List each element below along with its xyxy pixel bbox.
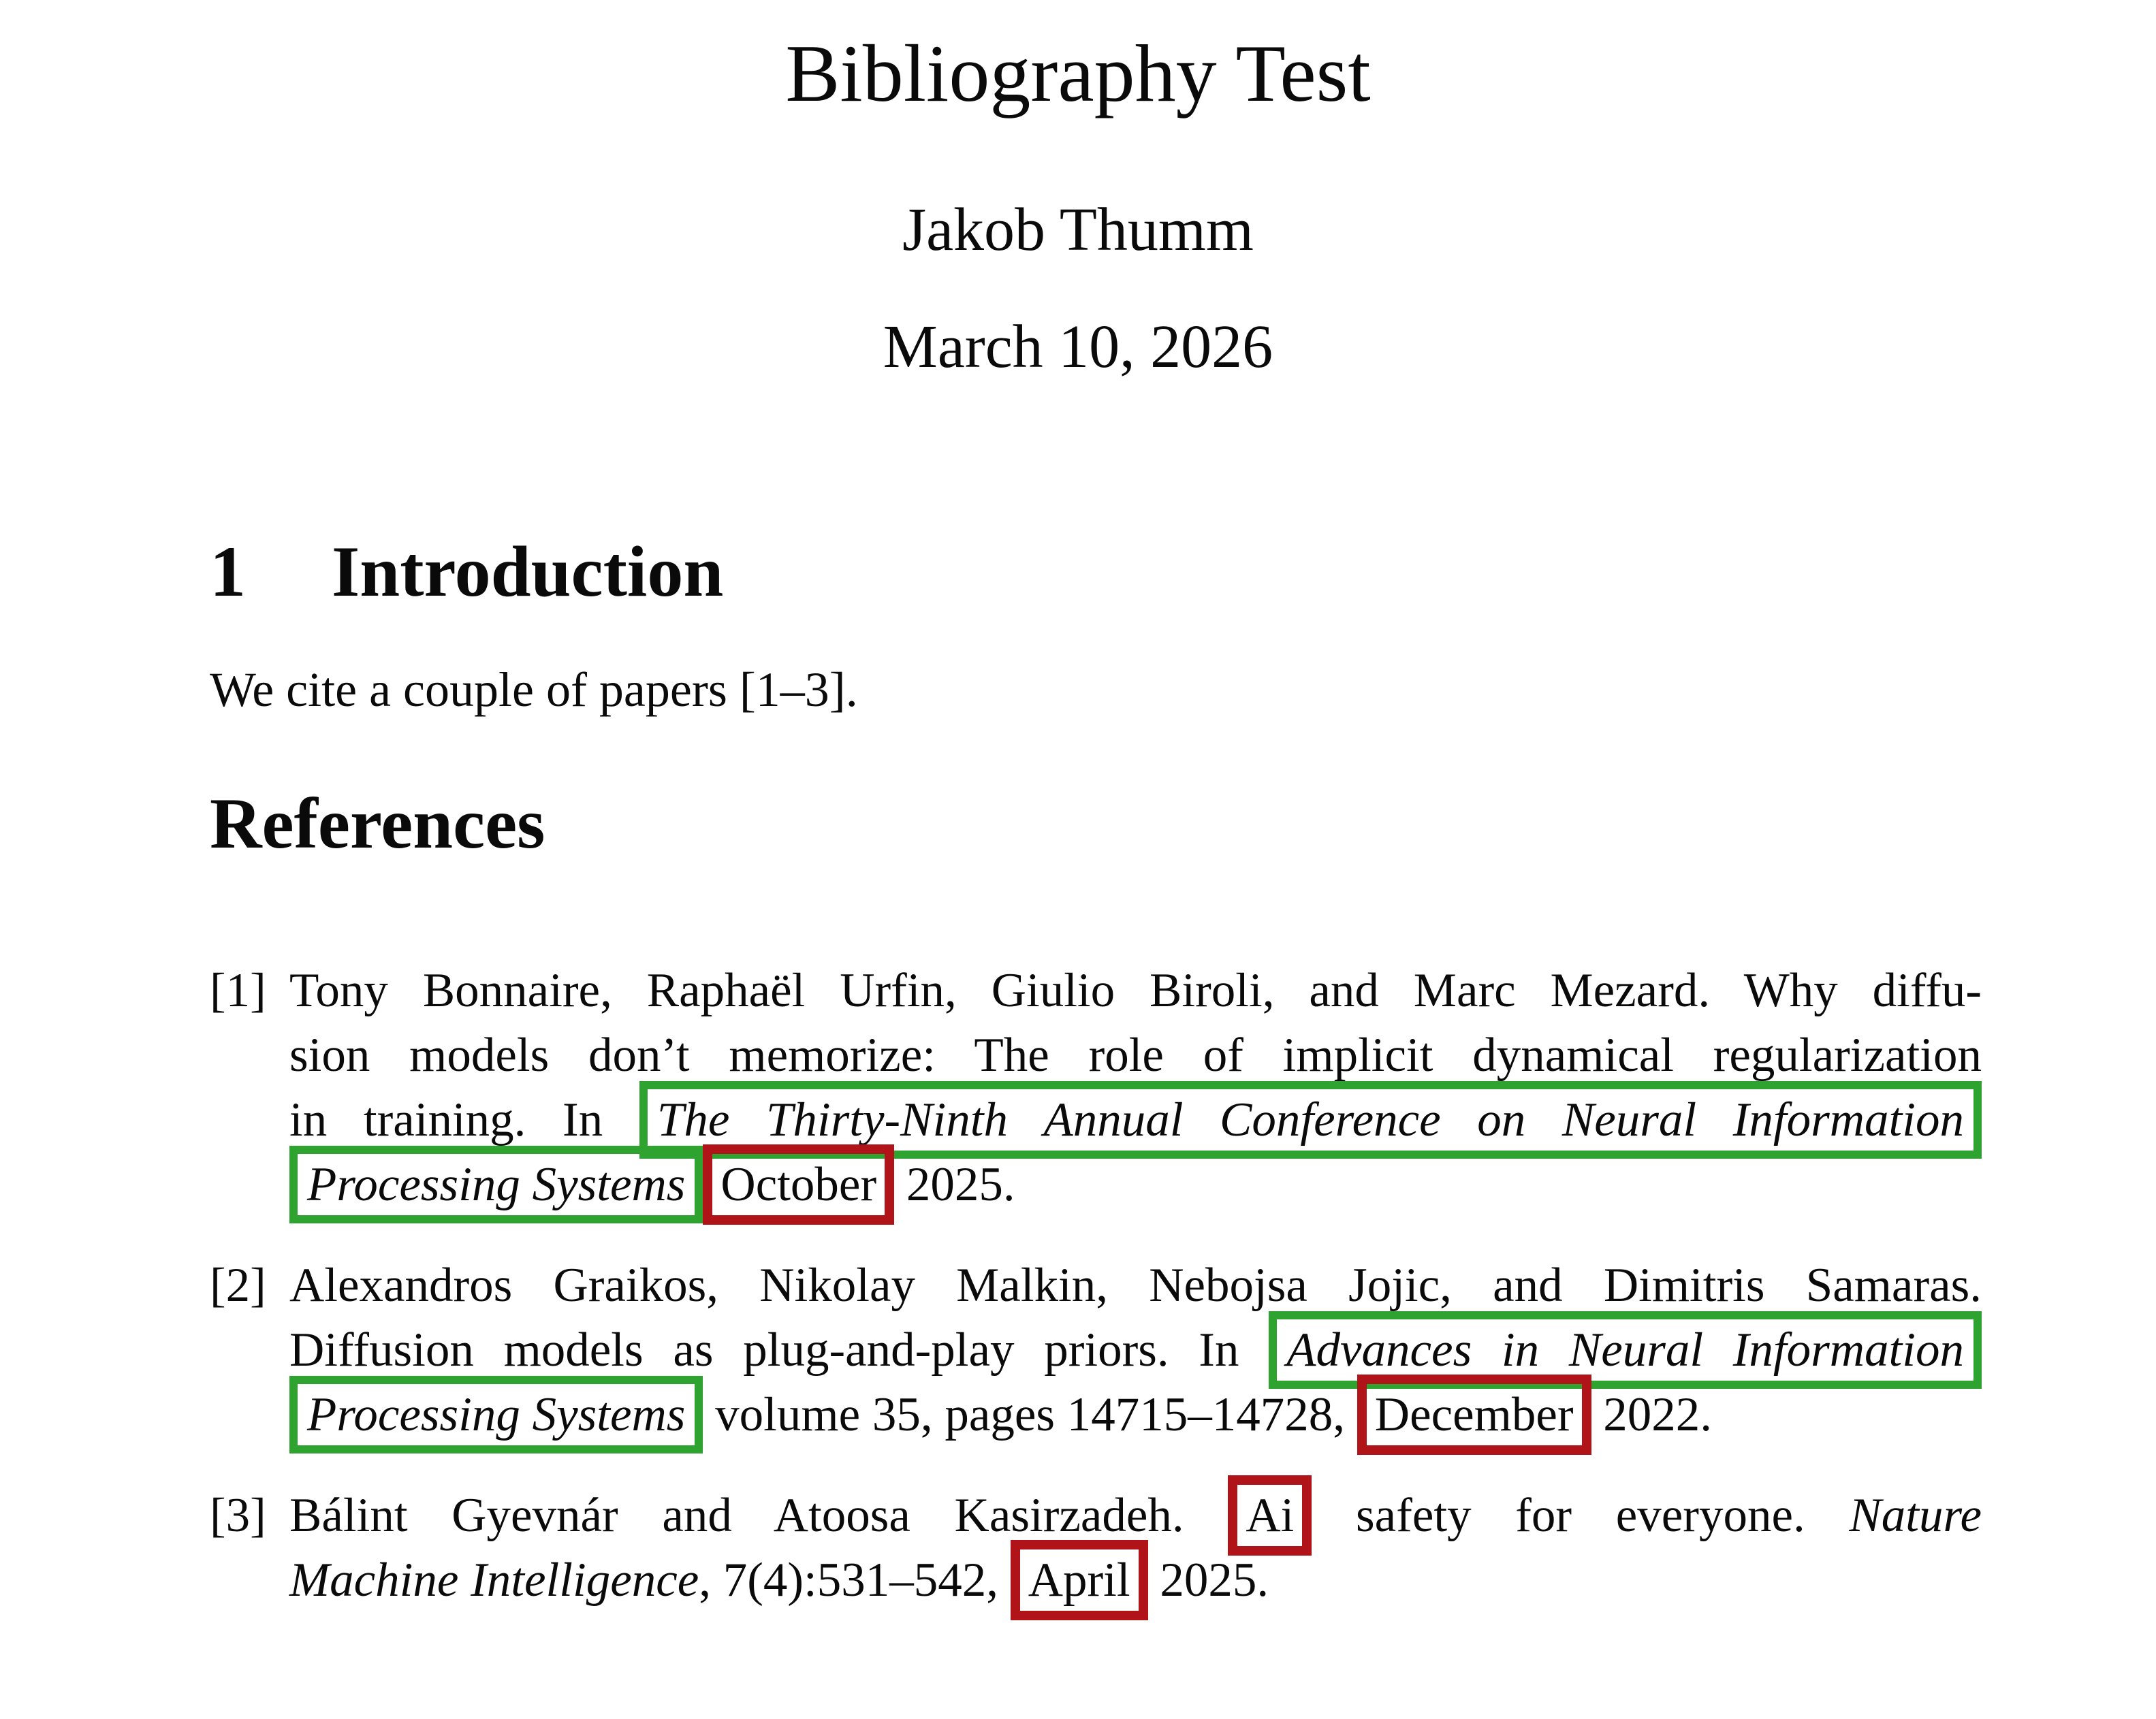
references-heading: References — [210, 784, 545, 863]
reference-text: 2025. — [894, 1158, 1015, 1211]
reference-item — [210, 1253, 1982, 1447]
reference-text: in training. In — [289, 1093, 639, 1146]
reference-label: [1] — [210, 964, 266, 1017]
reference-line — [289, 1023, 1982, 1088]
reference-text: safety for everyone. — [1312, 1489, 1850, 1542]
document-author: Jakob Thumm — [902, 196, 1254, 263]
reference-line — [289, 1088, 1982, 1153]
green-highlight-box: Processing Systems — [289, 1146, 703, 1223]
reference-text: sion models don’t memorize: The role of implicit dynamical regularization — [289, 1029, 1982, 1082]
reference-text: 2022. — [1591, 1388, 1712, 1441]
section-title: Introduction — [332, 532, 724, 611]
reference-line — [289, 1548, 1982, 1613]
document-date: March 10, 2026 — [883, 313, 1273, 381]
reference-line — [210, 1483, 1982, 1548]
reference-line — [210, 959, 1982, 1023]
red-highlight-box: October — [703, 1144, 894, 1225]
reference-label: [2] — [210, 1259, 266, 1312]
reference-line — [289, 1153, 1982, 1217]
reference-line — [289, 1318, 1982, 1383]
section-number: 1 — [210, 532, 246, 611]
intro-paragraph: We cite a couple of papers [1–3]. — [210, 662, 858, 717]
reference-text: Diffusion models as plug-and-play priors. In — [289, 1323, 1269, 1377]
reference-text: , 7(4):531–542, — [699, 1554, 1011, 1607]
document-title: Bibliography Test — [785, 28, 1371, 118]
red-highlight-box: Ai — [1228, 1475, 1312, 1556]
reference-text: volume 35, pages 14715–14728, — [703, 1388, 1357, 1441]
red-highlight-box: December — [1357, 1375, 1591, 1455]
reference-item — [210, 959, 1982, 1217]
reference-item — [210, 1483, 1982, 1613]
reference-text: Alexandros Graikos, Nikolay Malkin, Nebojsa Jojic, and Dimitris Samaras. — [289, 1259, 1982, 1312]
reference-label: [3] — [210, 1489, 266, 1542]
reference-list — [210, 959, 1982, 1649]
reference-line — [210, 1253, 1982, 1318]
red-highlight-box: April — [1011, 1540, 1148, 1620]
section-heading-introduction — [210, 532, 723, 612]
reference-line — [289, 1383, 1982, 1447]
green-highlight-box: Advances in Neural Information — [1269, 1311, 1982, 1389]
green-highlight-box: Processing Systems — [289, 1376, 703, 1453]
reference-text: 2025. — [1147, 1554, 1269, 1607]
reference-text: Nature — [1849, 1489, 1982, 1542]
reference-text: Tony Bonnaire, Raphaël Urfin, Giulio Biroli, and Marc Mezard. Why diffu- — [289, 964, 1982, 1017]
reference-text: Bálint Gyevnár and Atoosa Kasirzadeh. — [289, 1489, 1228, 1542]
reference-text: Machine Intelligence — [289, 1554, 699, 1607]
green-highlight-box: The Thirty-Ninth Annual Conference on Neural Information — [639, 1081, 1982, 1159]
